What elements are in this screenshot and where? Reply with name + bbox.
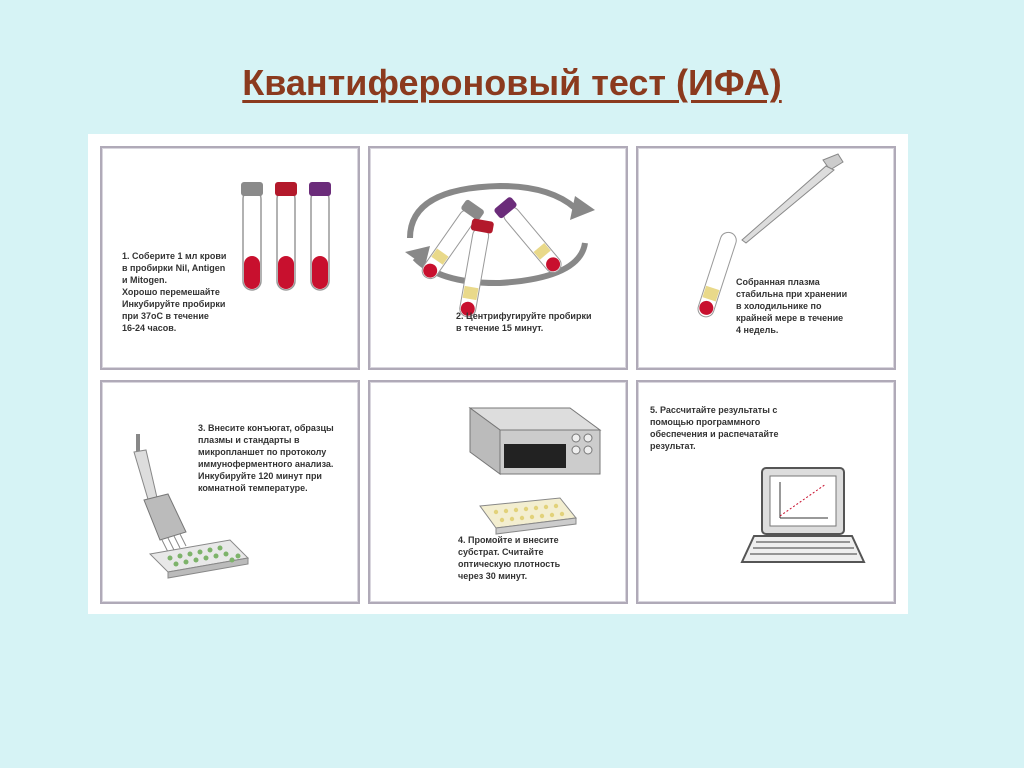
step-1-text: 1. Соберите 1 мл крови в пробирки Nil, Antigen и Mitogen. Хорошо перемешайте Инкубируйте пробирки при 37oC в течение 16-24 часов.: [122, 251, 227, 333]
procedure-diagram: [88, 134, 908, 614]
blood-tube-icon: [493, 196, 566, 278]
step-1-panel: [100, 146, 360, 370]
step-4-panel: [100, 380, 360, 604]
step-6-text: 5. Рассчитайте результаты с помощью программного обеспечения и распечатайте результат.: [650, 405, 779, 451]
centrifuge-illustration: [370, 148, 630, 372]
pipette-icon: [742, 154, 843, 243]
pipette-illustration: [638, 148, 898, 372]
step-5-text: 4. Промойте и внесите субстрат. Считайте оптическую плотность через 30 минут.: [458, 535, 561, 581]
microplate-icon: [480, 498, 576, 534]
blood-tube-icon: [241, 182, 263, 290]
step-2-text: 2. Центрифугируйте пробирки в течение 15 минут.: [456, 311, 592, 333]
laptop-illustration: [638, 382, 898, 606]
multichannel-illustration: [102, 382, 362, 606]
step-5-panel: [368, 380, 628, 604]
blood-tube-icon: [309, 182, 331, 290]
step-4-text: 3. Внесите конъюгат, образцы плазмы и стандарты в микропланшет по протоколу иммуноферментного анализа. Инкубируйте 120 минут при комнатной температуре.: [198, 423, 334, 493]
step-2-panel: [368, 146, 628, 370]
laptop-icon: [742, 468, 864, 562]
step-3-text: Собранная плазма стабильна при хранении в холодильнике по крайней мере в течение 4 недель.: [736, 277, 848, 335]
multichannel-pipette-icon: [134, 434, 186, 552]
step-6-panel: [636, 380, 896, 604]
plate-reader-icon: [470, 408, 600, 474]
blood-tube-icon: [696, 230, 738, 319]
step-3-panel: [636, 146, 896, 370]
blood-tube-icon: [275, 182, 297, 290]
page-title: Квантифероновый тест (ИФА): [242, 62, 782, 103]
